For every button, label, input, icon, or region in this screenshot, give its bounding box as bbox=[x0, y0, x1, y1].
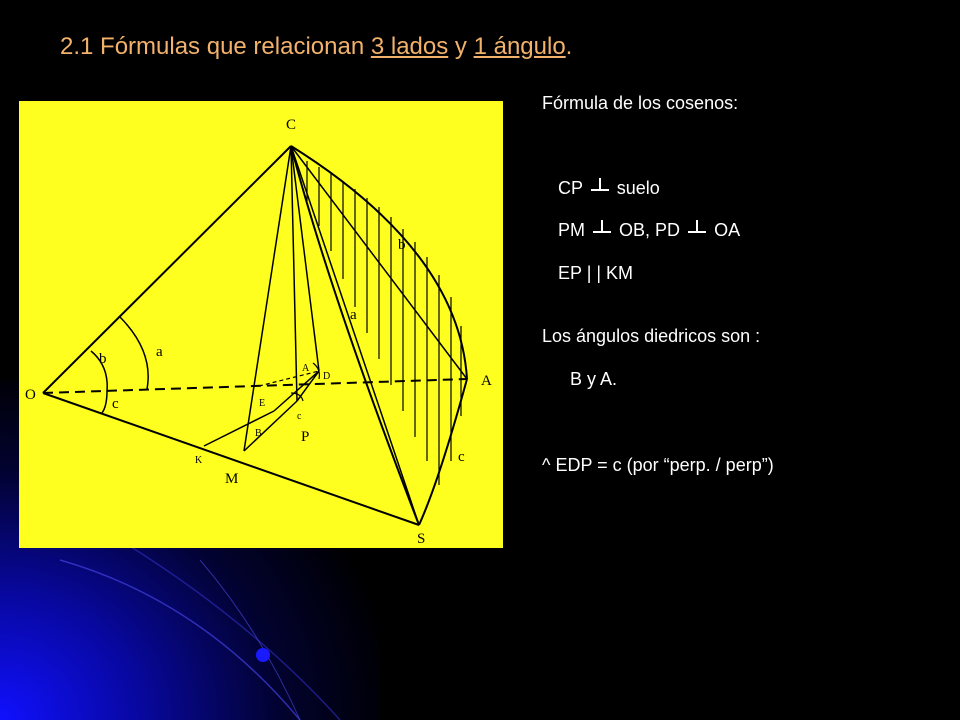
label-D: D bbox=[323, 371, 331, 382]
label-A: A bbox=[481, 373, 492, 389]
label-M: M bbox=[225, 471, 239, 487]
label-E: E bbox=[259, 398, 266, 409]
line2-b: OB, PD bbox=[619, 220, 681, 240]
label-B: S bbox=[417, 531, 426, 547]
page-title bbox=[60, 33, 572, 61]
perpendicular-symbol-icon bbox=[687, 220, 707, 234]
label-small-A: A bbox=[302, 363, 310, 374]
title-suffix: . bbox=[565, 33, 573, 60]
line1-b: suelo bbox=[616, 178, 660, 198]
label-a-angle: a bbox=[156, 344, 163, 360]
label-P: P bbox=[301, 429, 310, 445]
label-O: O bbox=[25, 387, 36, 403]
edge-CM bbox=[244, 146, 291, 451]
label-c-inner: c bbox=[297, 411, 302, 422]
edge-KE bbox=[204, 411, 274, 446]
line-pm-perp-ob bbox=[558, 220, 740, 241]
title-middle: y bbox=[448, 33, 474, 60]
line-cp-perp-suelo bbox=[558, 178, 660, 199]
line2-c: OA bbox=[714, 220, 741, 240]
label-b-arc: b bbox=[398, 237, 406, 253]
title-link-1-angulo[interactable]: 1 ángulo bbox=[473, 33, 566, 60]
arc-angle-a bbox=[119, 316, 148, 389]
label-c-arc: c bbox=[458, 449, 465, 465]
label-b-angle: b bbox=[99, 351, 107, 367]
formula-heading: Fórmula de los cosenos: bbox=[542, 93, 739, 113]
line1-a: CP bbox=[558, 178, 583, 198]
label-a-arc: a bbox=[350, 307, 357, 323]
dihedral-value: B y A. bbox=[570, 369, 618, 389]
arc-angle-c bbox=[102, 391, 107, 413]
label-K: K bbox=[195, 455, 203, 466]
figure-drawing bbox=[19, 101, 503, 548]
line2-a: PM bbox=[558, 220, 585, 240]
label-small-B: B bbox=[255, 428, 262, 439]
decorative-dot-icon bbox=[256, 648, 270, 662]
edge-OB bbox=[43, 393, 419, 525]
dihedral-heading: Los ángulos diedricos son : bbox=[542, 326, 761, 346]
hatching bbox=[307, 161, 461, 485]
label-c-angle: c bbox=[112, 396, 119, 412]
title-prefix: 2.1 Fórmulas que relacionan bbox=[60, 33, 371, 60]
spherical-triangle-figure bbox=[19, 101, 503, 548]
line-ep-parallel-km: EP | | KM bbox=[558, 263, 634, 283]
angle-equation: ^ EDP = c (por “perp. / perp”) bbox=[542, 455, 774, 475]
perpendicular-symbol-icon bbox=[590, 178, 610, 192]
edge-MP bbox=[244, 401, 297, 451]
title-link-3-lados[interactable]: 3 lados bbox=[370, 33, 449, 60]
perpendicular-symbol-icon bbox=[592, 220, 612, 234]
edge-OC bbox=[43, 146, 291, 393]
label-C: C bbox=[286, 117, 297, 133]
